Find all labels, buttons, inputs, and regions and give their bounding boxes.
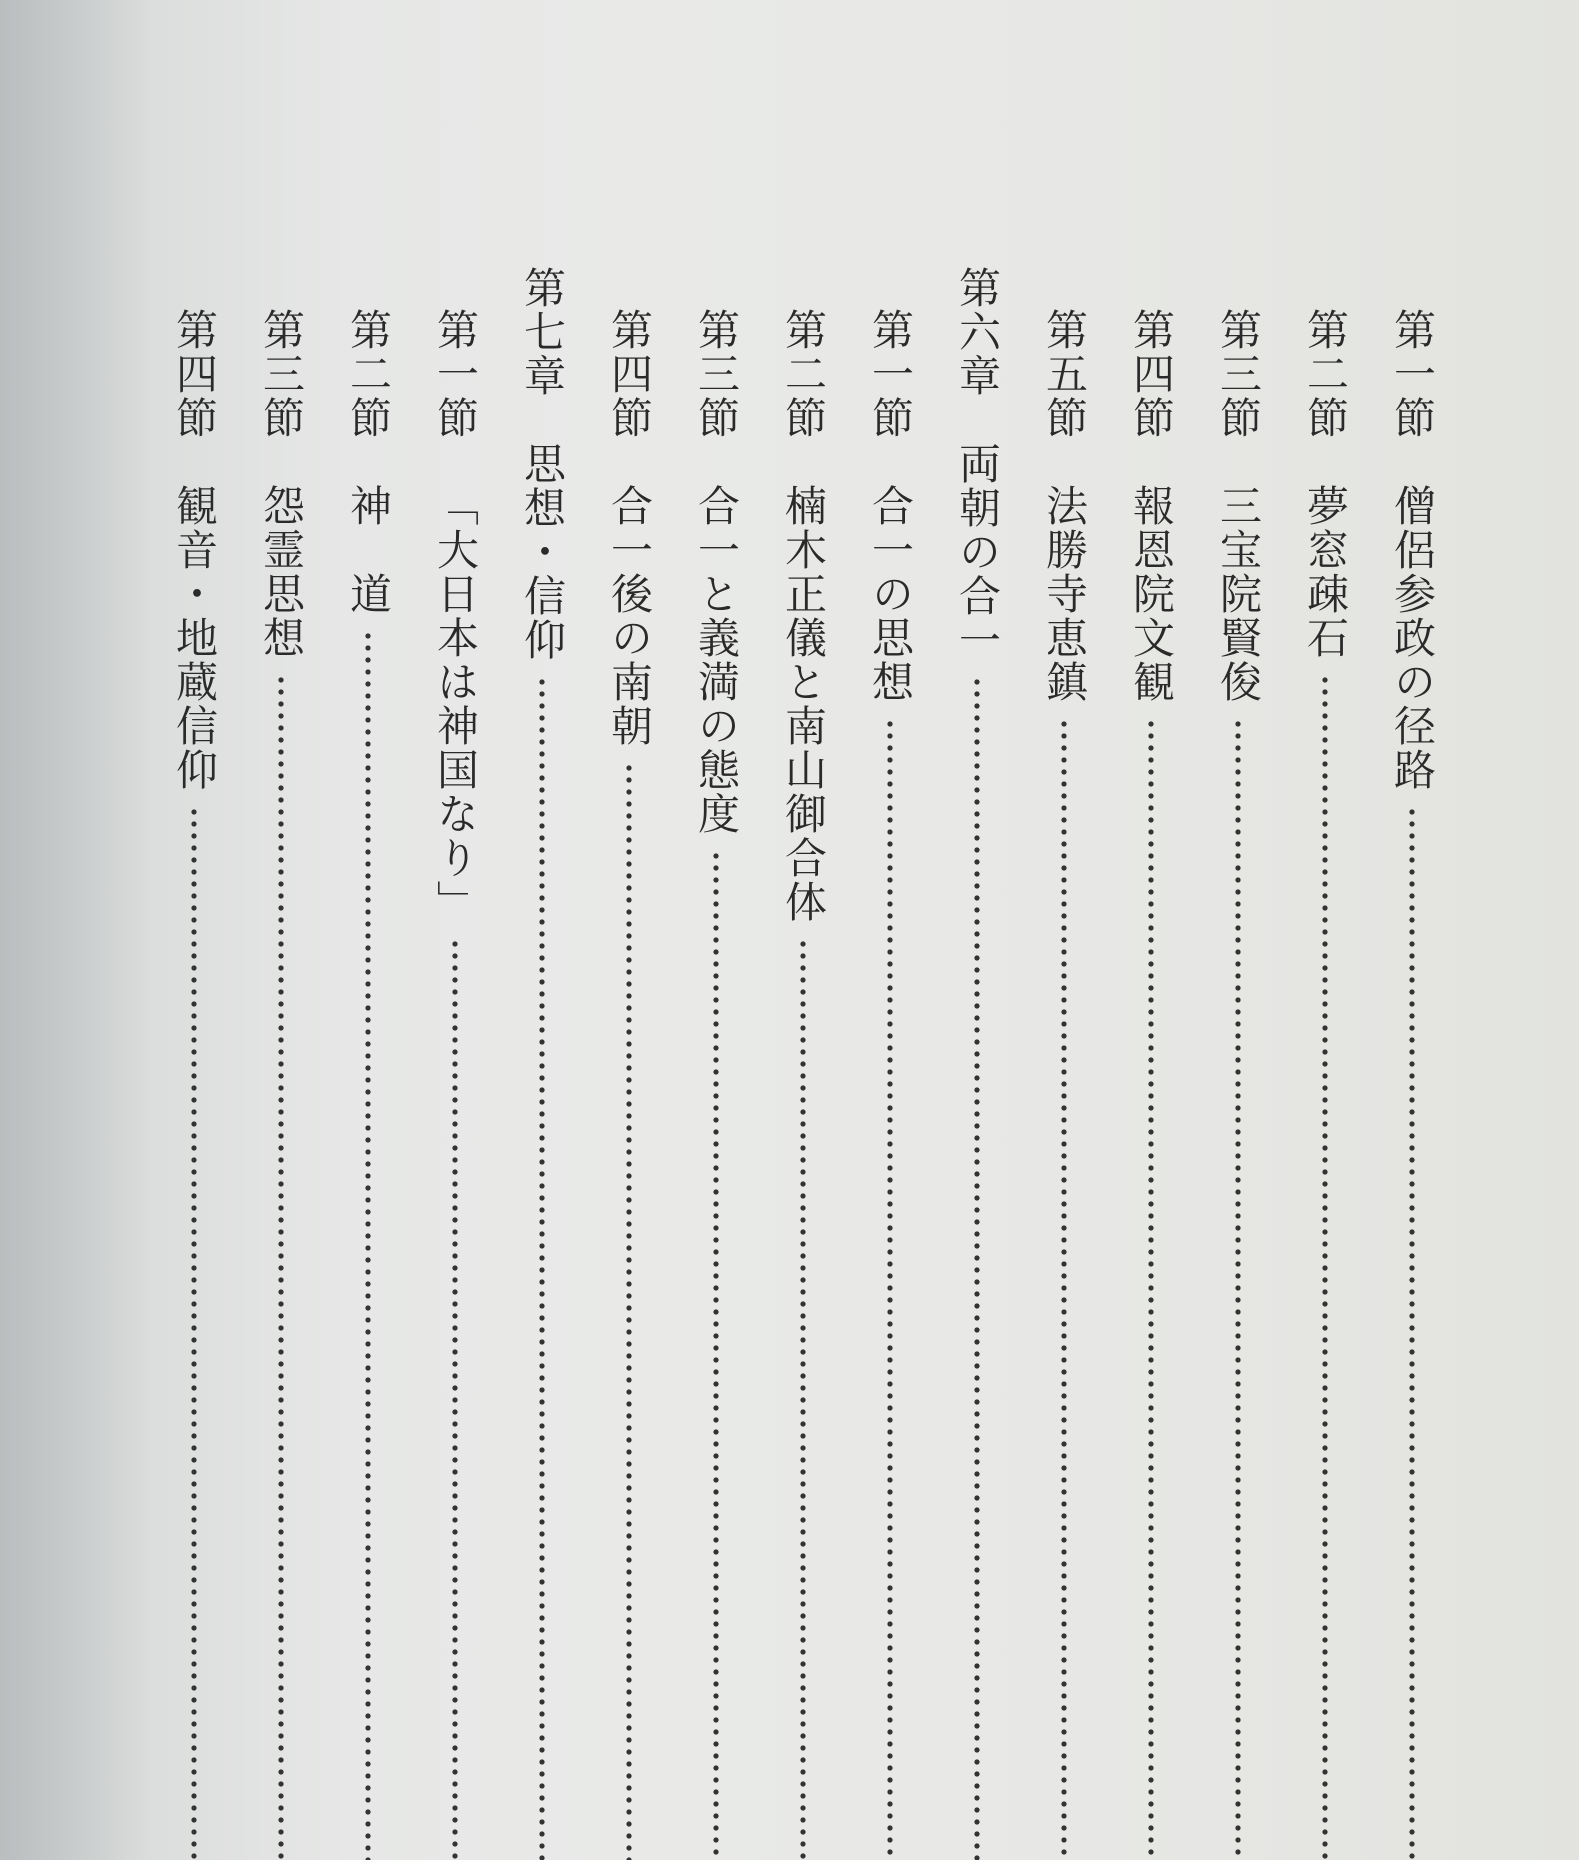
entry-title: 夢窓疎石 bbox=[1301, 484, 1350, 660]
toc-chapter-entry bbox=[512, 266, 572, 1860]
dot-leader bbox=[886, 718, 894, 1860]
dot-leader bbox=[190, 806, 198, 1860]
entry-label: 第一節 bbox=[866, 308, 915, 440]
dot-leader bbox=[364, 630, 372, 1860]
entry-title: 観音・地蔵信仰 bbox=[170, 484, 219, 792]
entry-title: 「大日本は神国なり」 bbox=[431, 484, 480, 924]
entry-label: 第三節 bbox=[692, 308, 741, 440]
entry-title: 両朝の合一 bbox=[953, 442, 1002, 662]
entry-label: 第四節 bbox=[605, 308, 654, 440]
dot-leader bbox=[1234, 718, 1242, 1860]
dot-leader bbox=[451, 938, 459, 1860]
entry-title: 合一の思想 bbox=[866, 484, 915, 704]
entry-title: 合一と義満の態度 bbox=[692, 484, 741, 836]
entry-title: 法勝寺恵鎮 bbox=[1040, 484, 1089, 704]
entry-label: 第七章 bbox=[518, 266, 567, 398]
dot-leader bbox=[712, 850, 720, 1860]
entry-label: 第一節 bbox=[431, 308, 480, 440]
entry-title: 三宝院賢俊 bbox=[1214, 484, 1263, 704]
toc-entry bbox=[773, 308, 833, 1860]
entry-title: 僧侶参政の径路 bbox=[1388, 484, 1437, 792]
entry-label: 第二節 bbox=[1301, 308, 1350, 440]
entry-label: 第四節 bbox=[170, 308, 219, 440]
entry-label: 第三節 bbox=[1214, 308, 1263, 440]
dot-leader bbox=[277, 674, 285, 1860]
entry-label: 第二節 bbox=[344, 308, 393, 440]
toc-entry bbox=[599, 308, 659, 1860]
dot-leader bbox=[1147, 718, 1155, 1860]
toc-entry bbox=[1295, 308, 1355, 1860]
toc-entry bbox=[164, 308, 224, 1860]
entry-label: 第三節 bbox=[257, 308, 306, 440]
entry-title: 思想・信仰 bbox=[518, 442, 567, 662]
toc-entry bbox=[1121, 308, 1181, 1860]
entry-label: 第一節 bbox=[1388, 308, 1437, 440]
dot-leader bbox=[1321, 674, 1329, 1860]
toc-entry bbox=[251, 308, 311, 1860]
entry-title: 怨霊思想 bbox=[257, 484, 306, 660]
dot-leader bbox=[538, 676, 546, 1860]
dot-leader bbox=[1408, 806, 1416, 1860]
entry-label: 第五節 bbox=[1040, 308, 1089, 440]
dot-leader bbox=[799, 938, 807, 1860]
toc-entry bbox=[338, 308, 398, 1860]
toc-chapter-entry bbox=[947, 266, 1007, 1860]
toc-entry bbox=[686, 308, 746, 1860]
entry-label: 第四節 bbox=[1127, 308, 1176, 440]
dot-leader bbox=[625, 762, 633, 1860]
toc-entry bbox=[1034, 308, 1094, 1860]
entry-title: 合一後の南朝 bbox=[605, 484, 654, 748]
entry-label: 第二節 bbox=[779, 308, 828, 440]
entry-label: 第六章 bbox=[953, 266, 1002, 398]
entry-title: 神 道 bbox=[344, 484, 393, 616]
toc-entry bbox=[1208, 308, 1268, 1860]
entry-title: 報恩院文観 bbox=[1127, 484, 1176, 704]
entry-title: 楠木正儀と南山御合体 bbox=[779, 484, 828, 924]
dot-leader bbox=[973, 676, 981, 1860]
toc-entry bbox=[1382, 308, 1442, 1860]
toc-entry bbox=[425, 308, 485, 1860]
dot-leader bbox=[1060, 718, 1068, 1860]
toc-entry bbox=[860, 308, 920, 1860]
